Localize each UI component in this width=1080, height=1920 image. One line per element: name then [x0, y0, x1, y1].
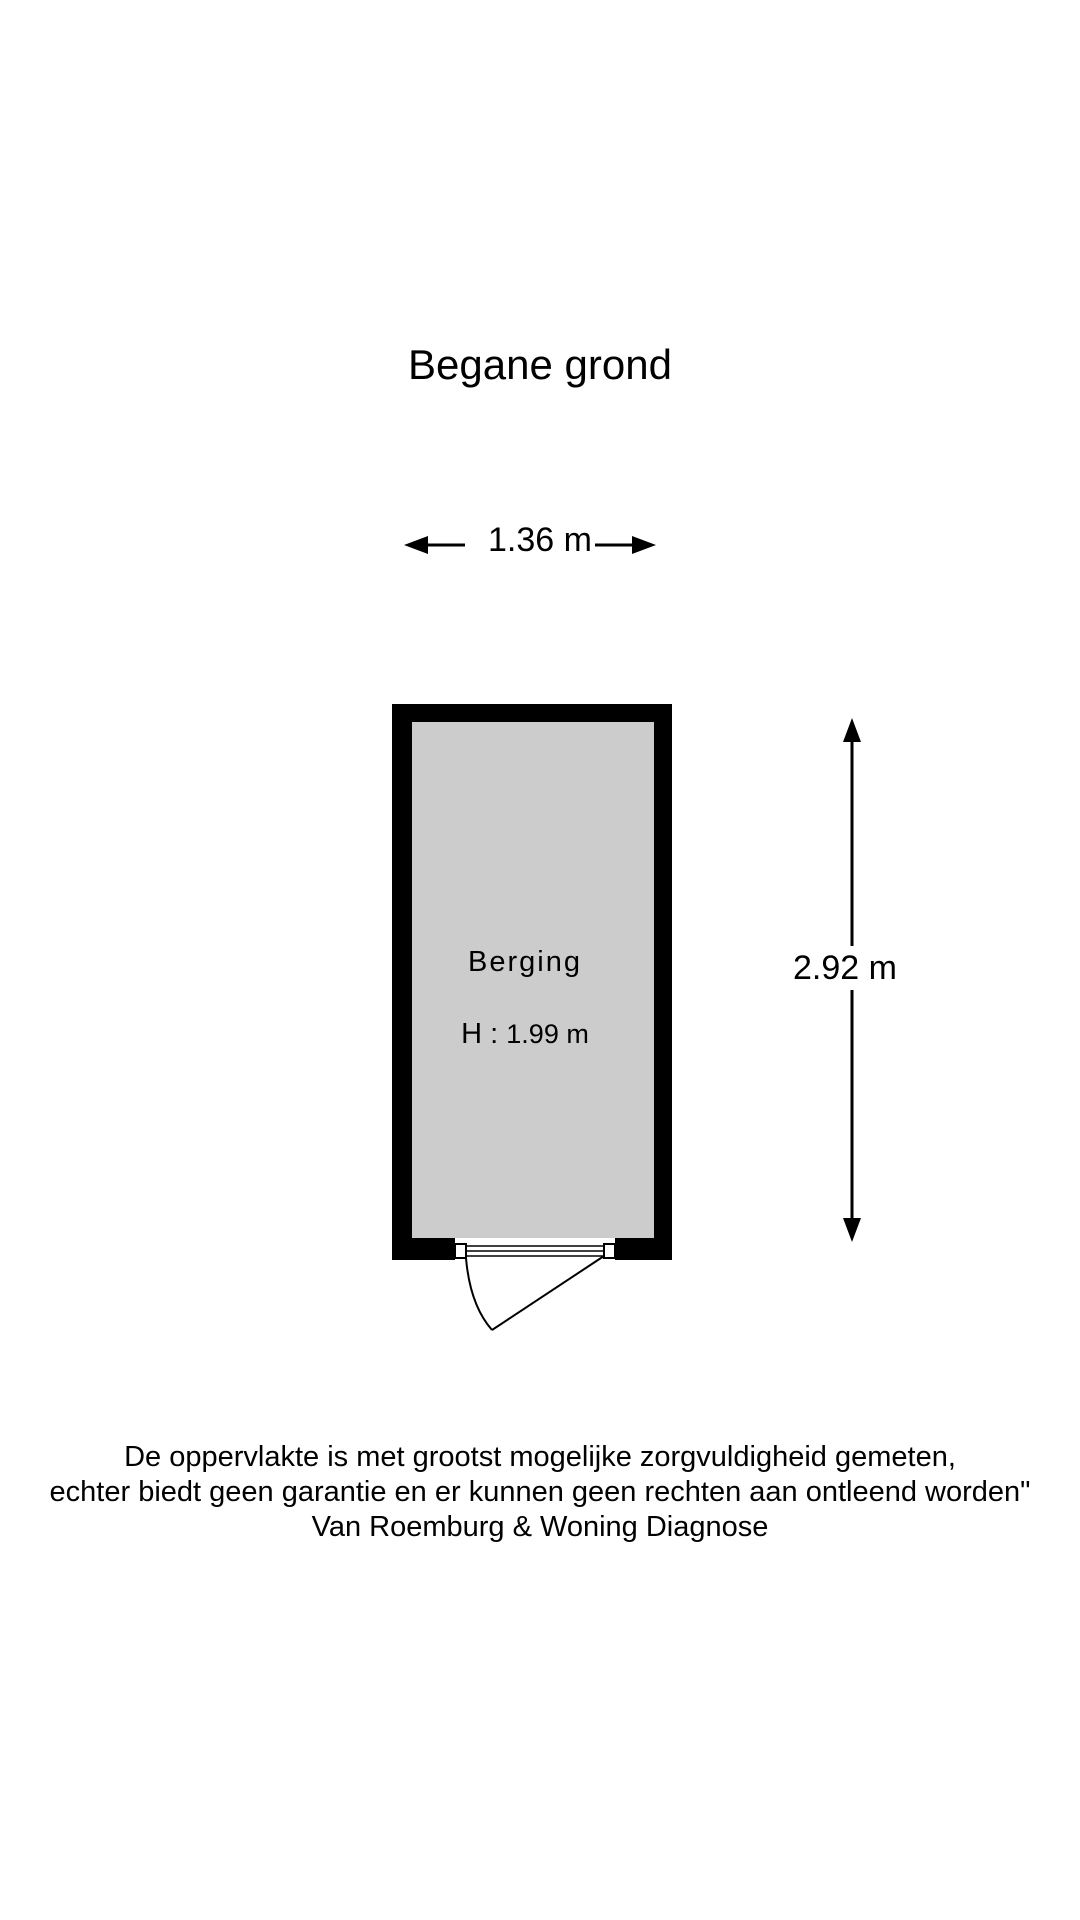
floor-title: Begane grond	[408, 341, 672, 388]
disclaimer-text	[0, 1440, 1080, 1545]
disclaimer-line-2: echter biedt geen garantie en er kunnen geen rechten aan ontleend worden"	[49, 1476, 1031, 1508]
height-dimension-label: 2.92 m	[770, 946, 920, 990]
room-height-prefix: H :	[461, 1018, 499, 1050]
room-height-label	[400, 1016, 650, 1052]
room-height-value: 1.99 m	[506, 1019, 589, 1049]
width-dimension-label: 1.36 m	[488, 521, 592, 559]
disclaimer-line-1: De oppervlakte is met grootst mogelijke zorgvuldigheid gemeten,	[124, 1441, 956, 1473]
room-berging-shape	[392, 704, 672, 1262]
disclaimer-line-3: Van Roemburg & Woning Diagnose	[311, 1511, 769, 1543]
room-name-label: Berging	[468, 946, 582, 978]
